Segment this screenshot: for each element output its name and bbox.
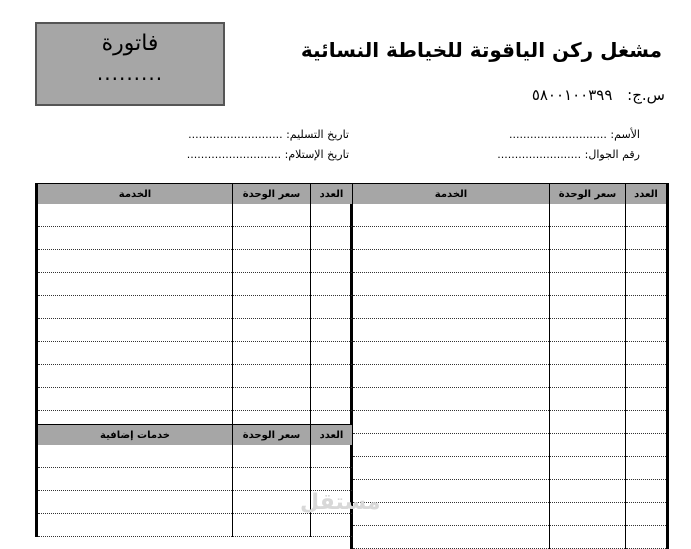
table-cell[interactable] [352,250,550,273]
table-cell[interactable] [626,457,668,480]
table-cell[interactable] [626,388,668,411]
table-cell[interactable] [311,204,353,227]
table-cell[interactable] [550,250,626,273]
shop-name: مشغل ركن الياقوتة للخياطة النسائية [300,38,662,62]
table-cell[interactable] [352,480,550,503]
table-row [352,388,668,411]
table-cell[interactable] [37,342,233,365]
table-cell[interactable] [626,250,668,273]
table-cell[interactable] [550,503,626,526]
table-cell[interactable] [311,445,353,468]
table-cell[interactable] [233,491,311,514]
table-cell[interactable] [37,514,233,537]
table-cell[interactable] [37,227,233,250]
table-row [352,434,668,457]
table-cell[interactable] [352,434,550,457]
table-cell[interactable] [550,204,626,227]
table-cell[interactable] [626,526,668,549]
table-cell[interactable] [233,273,311,296]
services-table-left [35,183,353,434]
table-row [352,503,668,526]
receipt-date-field[interactable]: تاريخ الإستلام: ........................... [186,148,349,161]
table-row [37,365,353,388]
table-row [352,227,668,250]
table-row [352,457,668,480]
table-cell[interactable] [311,250,353,273]
table-cell[interactable] [311,342,353,365]
table-cell[interactable] [37,204,233,227]
watermark-logo: مستقل [300,490,381,515]
table-cell[interactable] [233,250,311,273]
table-cell[interactable] [37,445,233,468]
table-cell[interactable] [37,468,233,491]
table-cell[interactable] [626,204,668,227]
table-cell[interactable] [352,296,550,319]
table-cell[interactable] [550,480,626,503]
table-cell[interactable] [352,526,550,549]
header-extra-services: خدمات إضافية [37,425,233,446]
table-cell[interactable] [550,342,626,365]
table-cell[interactable] [311,227,353,250]
header-count: العدد [626,184,668,205]
table-row [352,250,668,273]
table-row [37,445,353,468]
table-cell[interactable] [37,250,233,273]
extra-services-table [35,424,353,537]
table-row [37,273,353,296]
table-cell[interactable] [233,227,311,250]
table-cell[interactable] [233,388,311,411]
table-cell[interactable] [233,365,311,388]
table-row [352,319,668,342]
header-count: العدد [311,184,353,205]
table-cell[interactable] [352,365,550,388]
table-cell[interactable] [37,491,233,514]
table-cell[interactable] [37,388,233,411]
customer-name-field[interactable]: الأسم: ............................ [509,128,640,141]
table-cell[interactable] [311,365,353,388]
table-cell[interactable] [550,273,626,296]
table-cell[interactable] [233,342,311,365]
table-cell[interactable] [352,342,550,365]
table-cell[interactable] [37,319,233,342]
table-row [37,204,353,227]
table-cell[interactable] [352,388,550,411]
table-cell[interactable] [550,388,626,411]
table-cell[interactable] [626,227,668,250]
table-row [37,388,353,411]
header-unit-price: سعر الوحدة [550,184,626,205]
header-service: الخدمة [352,184,550,205]
table-row [352,342,668,365]
table-cell[interactable] [37,273,233,296]
delivery-date-field[interactable]: تاريخ التسليم: ........................... [188,128,349,141]
table-cell[interactable] [626,480,668,503]
table-cell[interactable] [626,273,668,296]
table-row [352,273,668,296]
table-row [37,468,353,491]
table-cell[interactable] [352,457,550,480]
table-row [37,514,353,537]
table-row [352,365,668,388]
table-cell[interactable] [233,445,311,468]
table-cell[interactable] [352,204,550,227]
table-cell[interactable] [550,411,626,434]
table-cell[interactable] [550,227,626,250]
table-cell[interactable] [37,296,233,319]
table-row [352,296,668,319]
table-row [37,319,353,342]
table-cell[interactable] [311,468,353,491]
table-cell[interactable] [233,319,311,342]
table-cell[interactable] [550,434,626,457]
table-cell[interactable] [311,514,353,537]
table-cell[interactable] [233,514,311,537]
table-cell[interactable] [626,411,668,434]
table-cell[interactable] [550,365,626,388]
table-cell[interactable] [233,296,311,319]
table-cell[interactable] [626,434,668,457]
header-service: الخدمة [37,184,233,205]
table-cell[interactable] [626,503,668,526]
cr-label: س.ج: [627,86,665,104]
table-row [37,227,353,250]
table-cell[interactable] [37,365,233,388]
table-cell[interactable] [550,526,626,549]
table-cell[interactable] [352,273,550,296]
table-cell[interactable] [550,457,626,480]
header-unit-price: سعر الوحدة [233,425,311,446]
invoice-number: ......... [96,61,164,85]
table-cell[interactable] [550,296,626,319]
table-row [352,526,668,549]
table-cell[interactable] [311,296,353,319]
table-row [352,204,668,227]
table-cell[interactable] [233,468,311,491]
header-unit-price: سعر الوحدة [233,184,311,205]
commercial-registration [532,86,665,104]
table-cell[interactable] [550,319,626,342]
table-row [37,250,353,273]
table-row [37,342,353,365]
invoice-title: فاتورة [101,31,159,56]
table-cell[interactable] [352,319,550,342]
table-cell[interactable] [626,365,668,388]
customer-mobile-field[interactable]: رقم الجوال: ........................ [497,148,640,161]
table-row [37,296,353,319]
invoice-title-box [35,22,225,106]
table-cell[interactable] [311,319,353,342]
table-cell[interactable] [311,273,353,296]
table-cell[interactable] [352,503,550,526]
table-cell[interactable] [233,204,311,227]
cr-value: ٥٨٠٠١٠٠٣٩٩ [531,86,613,104]
table-cell[interactable] [626,319,668,342]
table-cell[interactable] [626,342,668,365]
services-table-right [350,183,669,549]
table-cell[interactable] [352,411,550,434]
table-cell[interactable] [626,296,668,319]
table-cell[interactable] [352,227,550,250]
table-row [352,480,668,503]
header-count: العدد [311,425,353,446]
table-row [352,411,668,434]
table-cell[interactable] [311,388,353,411]
